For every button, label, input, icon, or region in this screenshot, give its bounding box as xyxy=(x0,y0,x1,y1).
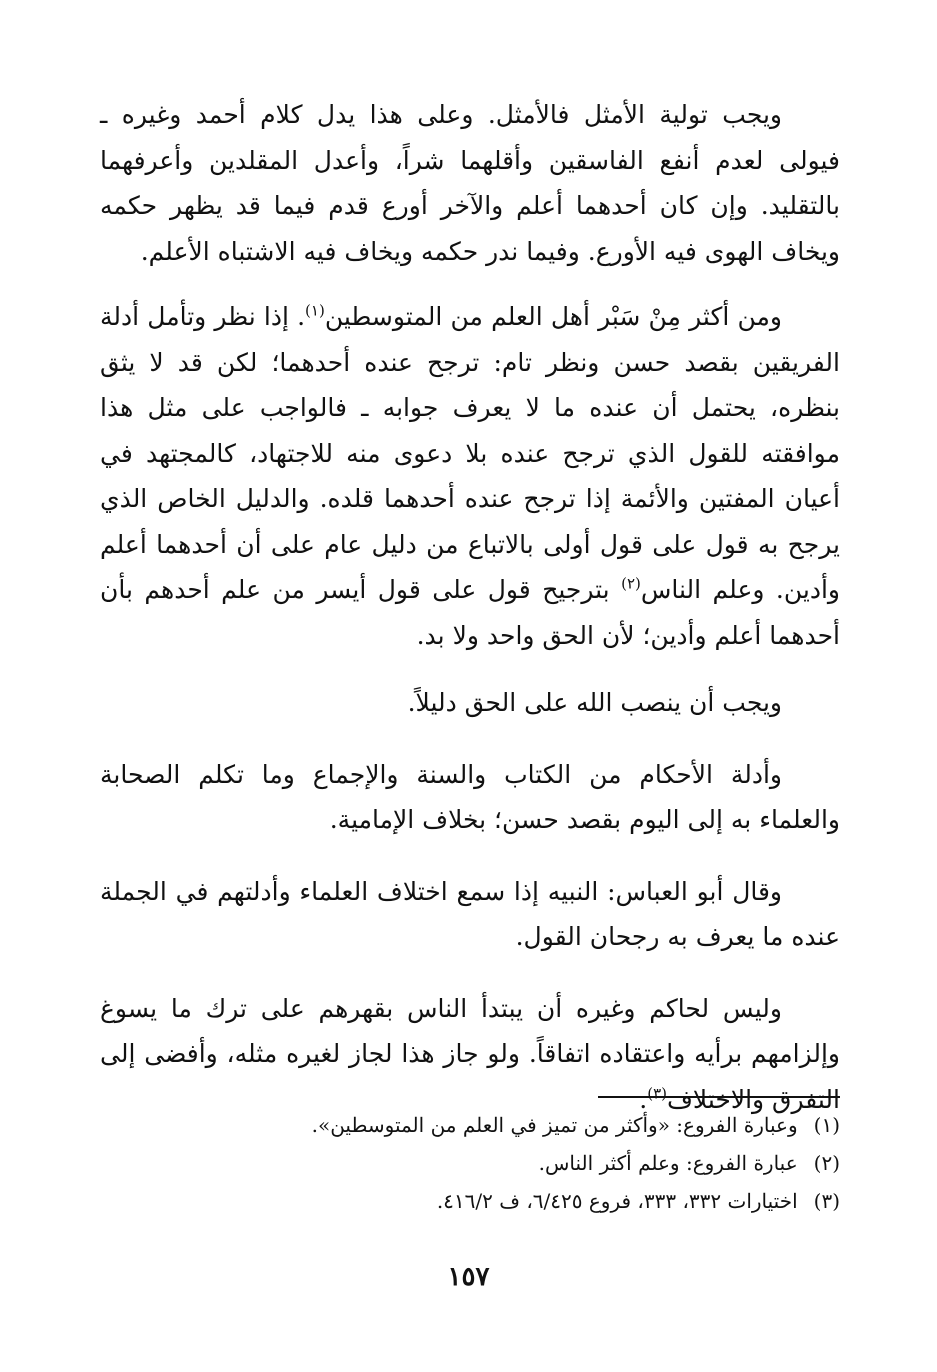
paragraph xyxy=(100,752,840,843)
footnote-text: اختيارات ٣٣٢، ٣٣٣، فروع ٦/٤٢٥، ف ٤١٦/٢. xyxy=(436,1189,798,1213)
paragraph-text: وأدلة الأحكام من الكتاب والسنة والإجماع وما تكلم الصحابة والعلماء به إلى اليوم بقصد حسن؛ بخلاف الإمامية. xyxy=(100,759,840,834)
paragraph-text: ويجب أن ينصب الله على الحق دليلاً. xyxy=(407,688,782,717)
paragraph-text: . xyxy=(639,1084,648,1114)
footnote-text: عبارة الفروع: وعلم أكثر الناس. xyxy=(538,1151,798,1175)
paragraph xyxy=(100,680,840,726)
footnote-divider xyxy=(598,1096,840,1098)
footnote-reference[interactable]: (٢) xyxy=(621,574,641,593)
footnote xyxy=(100,1144,840,1182)
footnote-number: (٣) xyxy=(813,1189,840,1213)
paragraph-text: . إذا نظر وتأمل أدلة الفريقين بقصد حسن ونظر تام: ترجح عنده أحدهما؛ لكن قد لا يثق بنظره، يحتمل أن عنده ما لا يعرف جوابه ـ فالواجب على مثل هذا موافقته للقول الذي ترجح عنده بلا دعوى منه للاجتهاد، كالمجتهد في أعيان المفتين والأئمة إذا ترجح عنده أحدهما قلده. والدليل الخاص الذي يرجح به قول على قول أولى بالاتباع من دليل عام على أن أحدهما أعلم وأدين. وعلم الناس xyxy=(100,302,840,604)
footnotes xyxy=(100,1106,840,1220)
paragraph xyxy=(100,92,840,274)
main-text xyxy=(100,92,840,1122)
paragraph xyxy=(100,986,840,1123)
page-number: ١٥٧ xyxy=(447,1262,490,1292)
paragraph-text: وليس لحاكم وغيره أن يبتدأ الناس بقهرهم على ترك ما يسوغ وإلزامهم برأيه واعتقاده اتفاقاً. ولو جاز هذا لجاز لغيره مثله، وأفضى إلى التفرق والاختلاف xyxy=(100,993,840,1114)
paragraph-text: ويجب تولية الأمثل فالأمثل. وعلى هذا يدل كلام أحمد وغيره ـ فيولى لعدم أنفع الفاسقين وأقلهما شراً، وأعدل المقلدين وأعرفهما بالتقليد. وإن كان أحدهما أعلم والآخر أورع قدم فيما قد يظهر حكمه ويخاف الهوى فيه الأورع. وفيما ندر حكمه ويخاف فيه الاشتباه الأعلم. xyxy=(100,100,840,266)
paragraph-text: بترجيح قول على قول أيسر من علم أحدهم بأن أحدهما أعلم وأدين؛ لأن الحق واحد ولا بد. xyxy=(100,575,840,650)
paragraph xyxy=(100,294,840,658)
footnote-number: (٢) xyxy=(813,1151,840,1175)
footnote-reference[interactable]: (١) xyxy=(305,301,325,320)
paragraph-text: ومن أكثر مِنْ سَبْر أهل العلم من المتوسطين xyxy=(324,302,782,331)
paragraph-text: وقال أبو العباس: النبيه إذا سمع اختلاف العلماء وأدلتهم في الجملة عنده ما يعرف به رجحان القول. xyxy=(100,876,840,951)
footnote-number: (١) xyxy=(813,1113,840,1137)
footnote-reference[interactable]: (٣) xyxy=(647,1084,667,1103)
footnote xyxy=(100,1182,840,1220)
footnote-text: وعبارة الفروع: «وأكثر من تميز في العلم من المتوسطين». xyxy=(311,1113,798,1137)
paragraph xyxy=(100,869,840,960)
footnote xyxy=(100,1106,840,1144)
